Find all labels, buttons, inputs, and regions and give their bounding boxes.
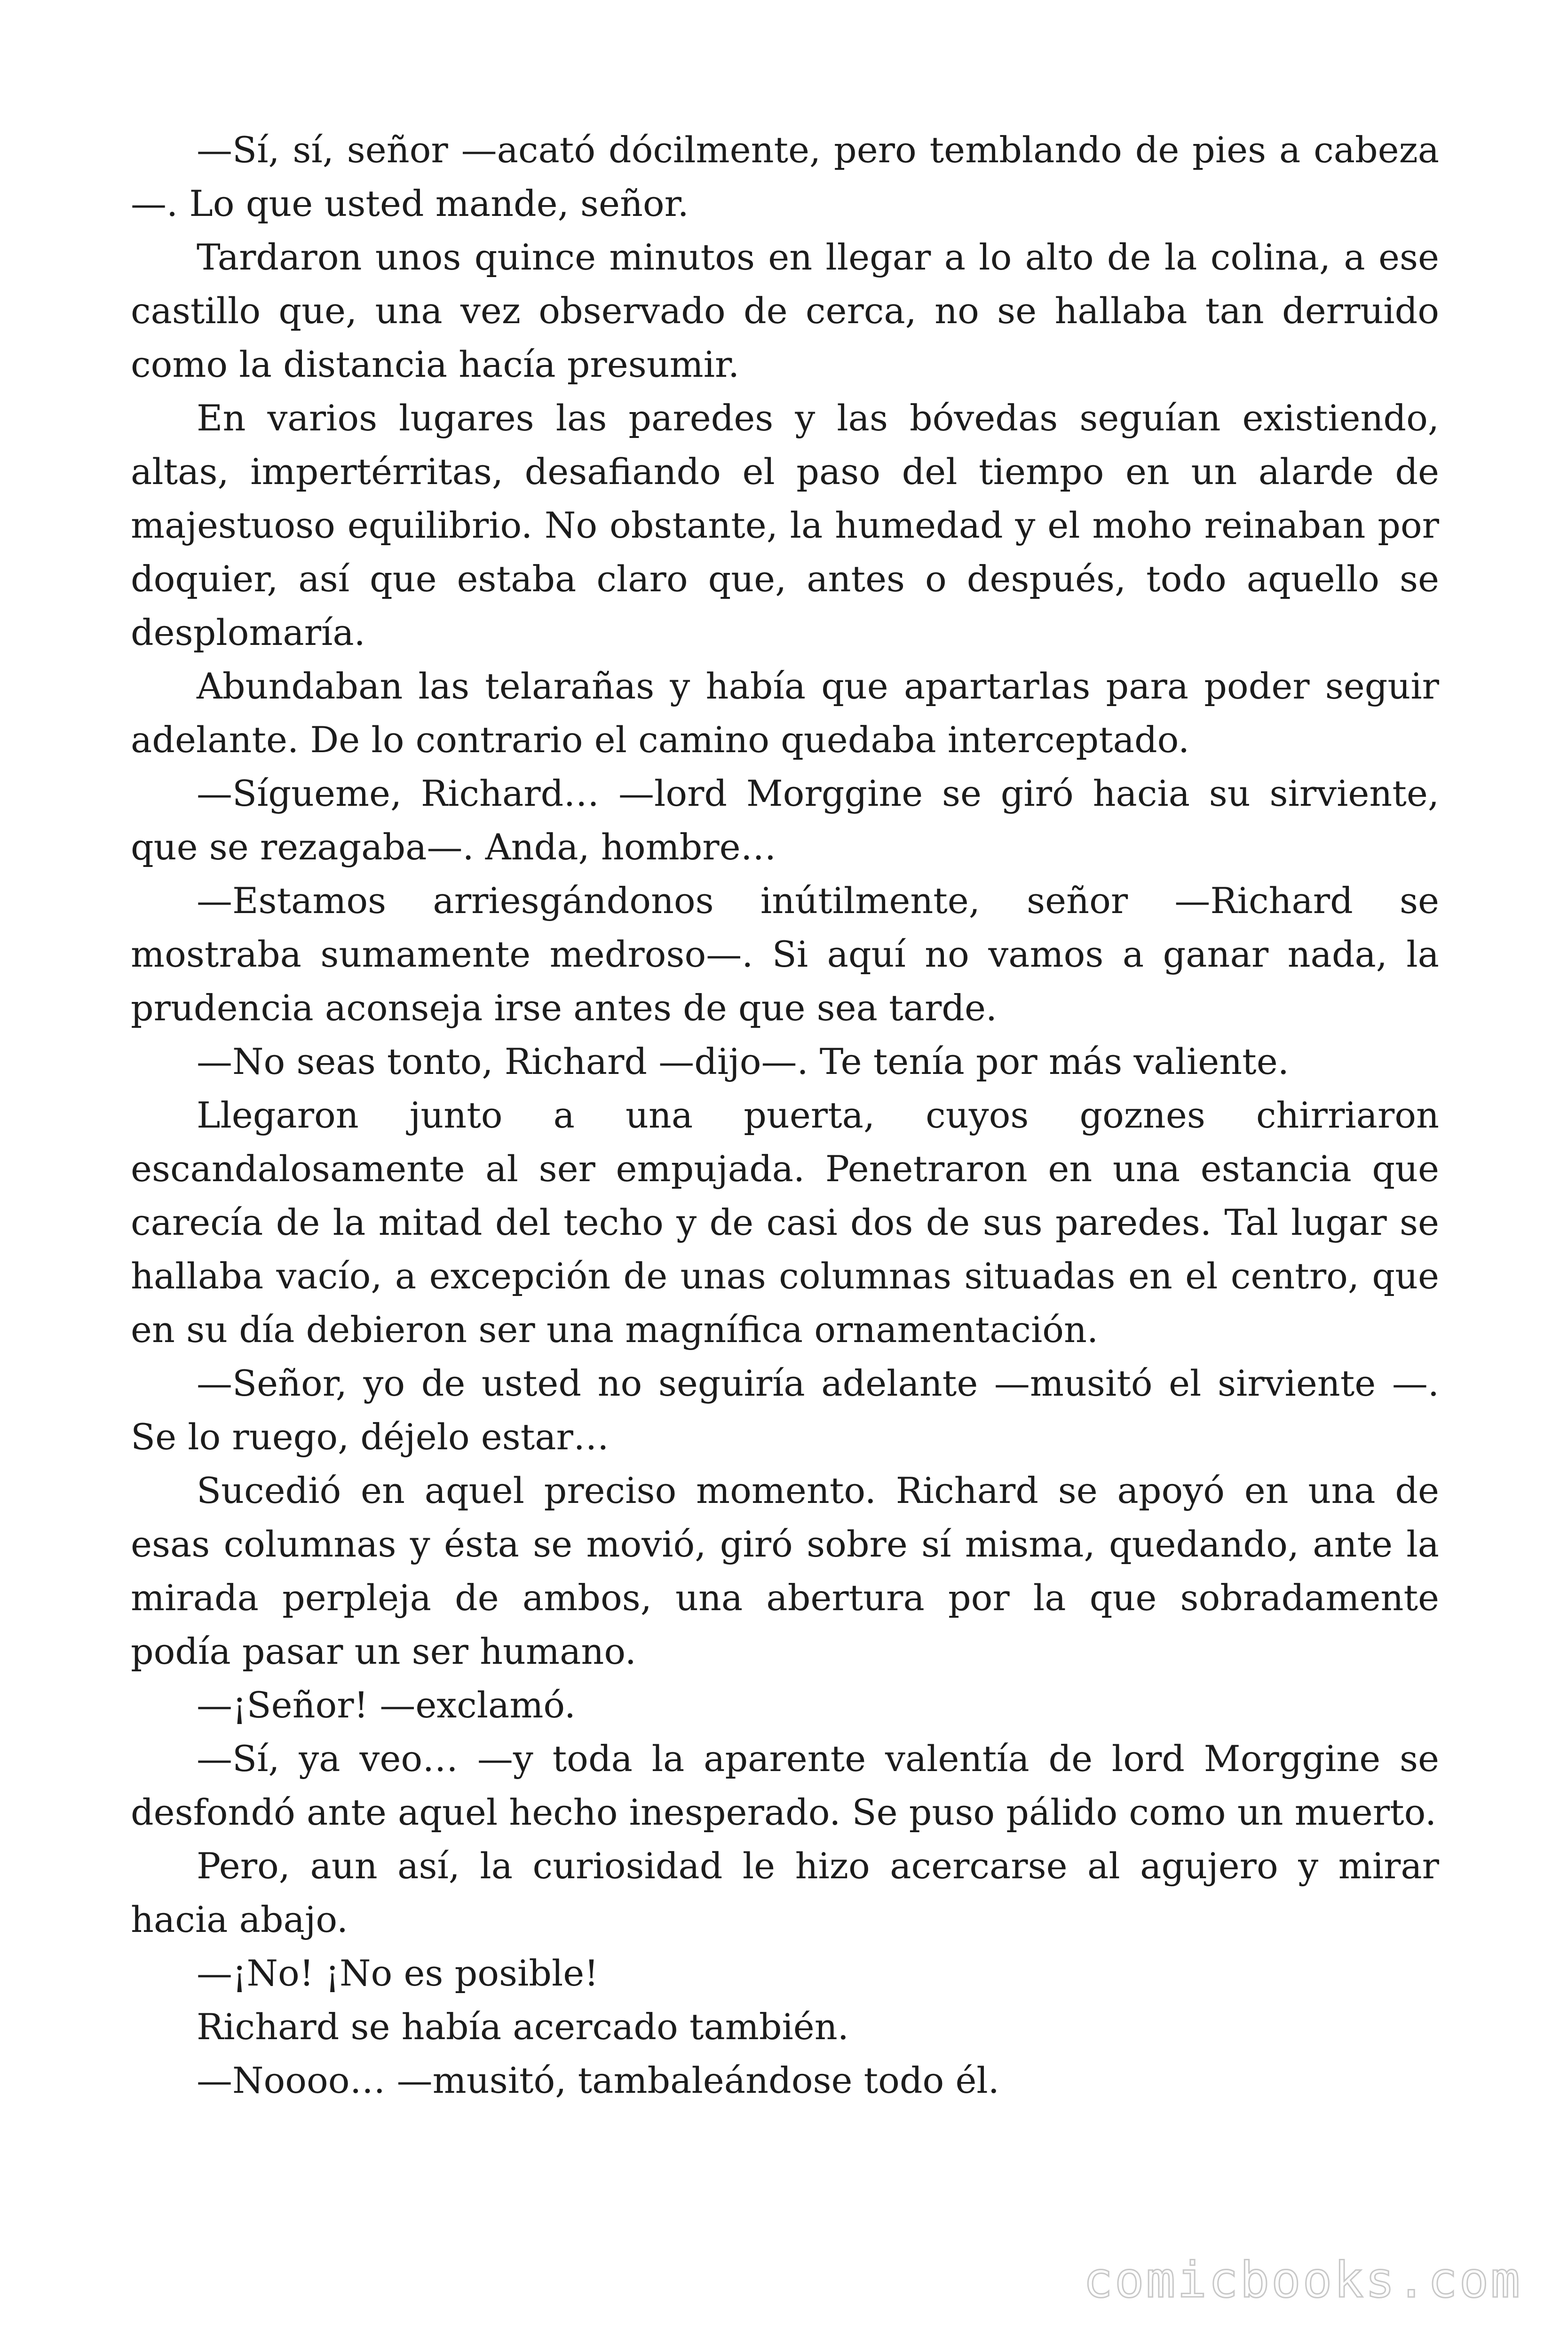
- paragraph: Richard se había acercado también.: [197, 2006, 849, 2048]
- paragraph: En varios lugares las paredes y las bóvedas seguían existiendo, altas, impertérritas, desafiando el paso del tiempo en un alarde de majestuoso equilibrio. No obstante, la humedad y el moho reinaban por doquier, así que estaba claro que, antes o después, todo aquello se desplomaría.: [131, 397, 1439, 653]
- paragraph: Abundaban las telarañas y había que apartarlas para poder seguir adelante. De lo contrario el camino quedaba interceptado.: [131, 665, 1439, 761]
- paragraph: Llegaron junto a una puerta, cuyos goznes chirriaron escandalosamente al ser empujada. Penetraron en una estancia que carecía de la mitad del techo y de casi dos de sus paredes. Tal lugar se hallaba vacío, a excepción de unas columnas situadas en el centro, que en su día debieron ser una magnífica ornamentación.: [131, 1094, 1439, 1351]
- paragraph: —¡No! ¡No es posible!: [197, 1952, 599, 1994]
- watermark: comicbooks.com: [1083, 2251, 1522, 2309]
- paragraph: —Noooo… —musitó, tambaleándose todo él.: [197, 2059, 999, 2101]
- paragraph: —Sí, ya veo… —y toda la aparente valentía de lord Morggine se desfondó ante aquel hecho inesperado. Se puso pálido como un muerto.: [131, 1738, 1439, 1833]
- paragraph: —Señor, yo de usted no seguiría adelante —musitó el sirviente —. Se lo ruego, déjelo estar…: [131, 1362, 1439, 1458]
- paragraph: Sucedió en aquel preciso momento. Richard se apoyó en una de esas columnas y ésta se movió, giró sobre sí misma, quedando, ante la mirada perpleja de ambos, una abertura por la que sobradamente podía pasar un ser humano.: [131, 1470, 1439, 1672]
- body-text: [131, 123, 1439, 2107]
- paragraph: —Estamos arriesgándonos inútilmente, señor —Richard se mostraba sumamente medroso—. Si aquí no vamos a ganar nada, la prudencia aconseja irse antes de que sea tarde.: [131, 880, 1439, 1029]
- paragraph: Tardaron unos quince minutos en llegar a lo alto de la colina, a ese castillo que, una vez observado de cerca, no se hallaba tan derruido como la distancia hacía presumir.: [131, 236, 1439, 385]
- paragraph: —Sígueme, Richard… —lord Morggine se giró hacia su sirviente, que se rezagaba—. Anda, hombre…: [131, 772, 1439, 868]
- paragraph: —Sí, sí, señor —acató dócilmente, pero temblando de pies a cabeza—. Lo que usted mande, señor.: [131, 129, 1439, 224]
- paragraph: Pero, aun así, la curiosidad le hizo acercarse al agujero y mirar hacia abajo.: [131, 1845, 1439, 1940]
- paragraph: —¡Señor! —exclamó.: [197, 1684, 576, 1726]
- paragraph: —No seas tonto, Richard —dijo—. Te tenía por más valiente.: [197, 1041, 1289, 1082]
